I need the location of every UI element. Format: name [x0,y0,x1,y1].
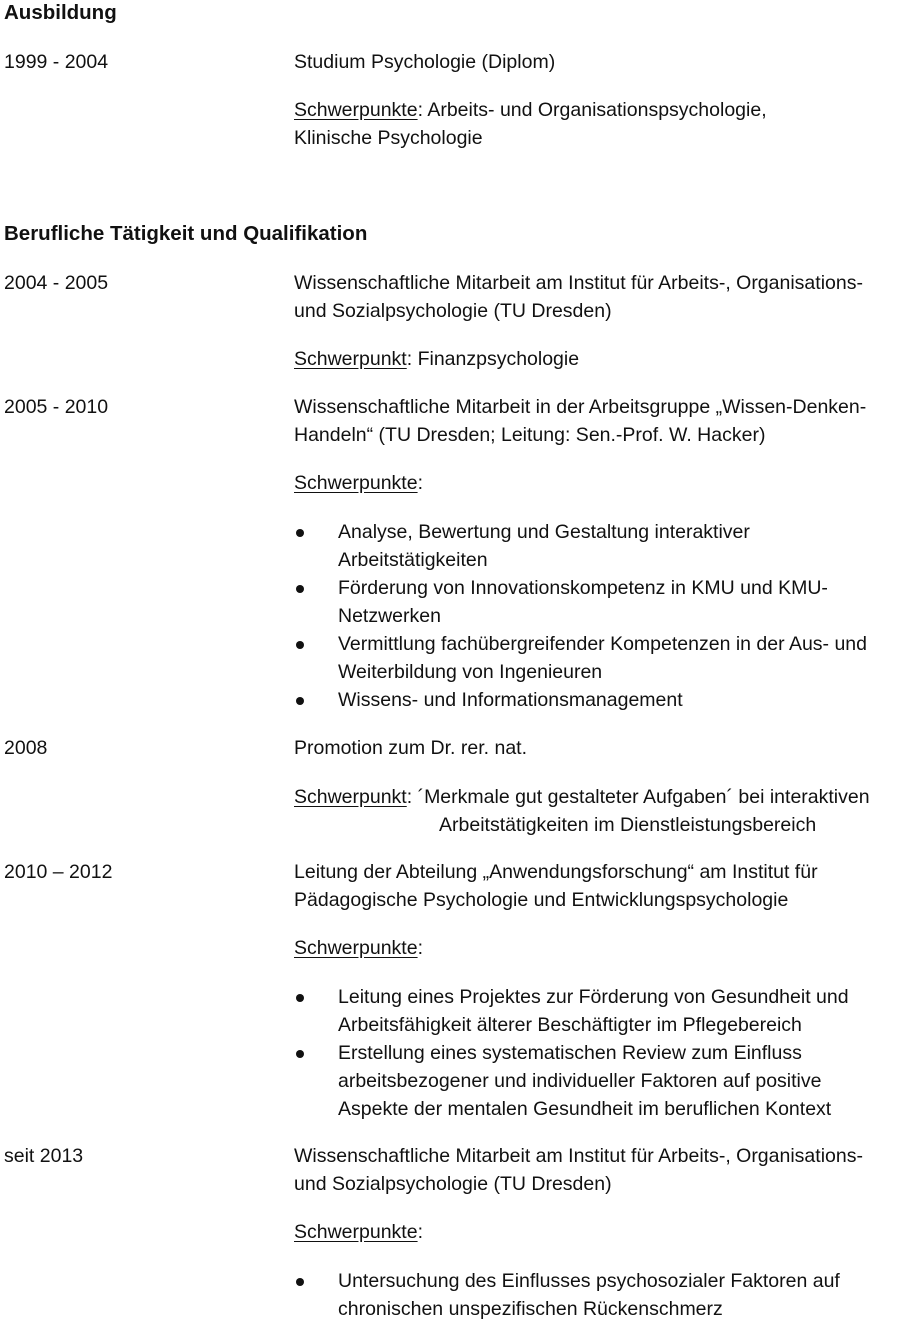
entry-focus-continuation: Klinische Psychologie [294,127,483,149]
list-item-continuation: chronischen unspezifischen Rückenschmerz [338,1298,723,1320]
list-item: Leitung eines Projektes zur Förderung von Gesundheit und [338,986,849,1008]
focus-text: : ´Merkmale gut gestalteter Aufgaben´ bei interaktiven [406,786,870,808]
entry-date: 2005 - 2010 [4,396,109,418]
bullet-icon [294,1267,306,1279]
entry-title-continuation: Handeln“ (TU Dresden; Leitung: Sen.-Prof. W. Hacker) [294,424,766,446]
focus-label: Schwerpunkt [294,786,407,808]
entry-date: seit 2013 [4,1145,84,1167]
entry-title: Studium Psychologie (Diplom) [294,51,556,73]
section-heading-beruf: Berufliche Tätigkeit und Qualifikation [4,222,368,245]
entry-title-continuation: und Sozialpsychologie (TU Dresden) [294,1173,612,1195]
list-item: Wissens- und Informationsmanagement [338,689,683,711]
list-item: Untersuchung des Einflusses psychosozialer Faktoren auf [338,1270,840,1292]
bullet-icon [294,518,306,530]
section-heading-ausbildung: Ausbildung [4,1,117,24]
list-item-continuation: Arbeitstätigkeiten [338,549,488,571]
entry-date: 2004 - 2005 [4,272,109,294]
entry-focus [294,96,767,124]
entry-focus [294,934,423,962]
focus-text: : Arbeits- und Organisationspsychologie, [417,99,767,121]
bullet-icon [294,686,306,698]
bullet-icon [294,630,306,642]
focus-label: Schwerpunkt [294,348,407,370]
focus-label: Schwerpunkte [294,99,418,121]
bullet-icon [294,983,306,995]
entry-date: 2010 – 2012 [4,861,113,883]
entry-focus-continuation: Arbeitstätigkeiten im Dienstleistungsbereich [439,814,817,836]
entry-title: Wissenschaftliche Mitarbeit am Institut für Arbeits-, Organisations- [294,1145,863,1167]
entry-focus [294,345,579,373]
bullet-icon [294,574,306,586]
list-item-continuation: Netzwerken [338,605,441,627]
focus-colon: : [417,1221,423,1243]
entry-focus [294,783,870,811]
entry-title: Leitung der Abteilung „Anwendungsforschung“ am Institut für [294,861,818,883]
focus-colon: : [417,472,423,494]
list-item: Förderung von Innovationskompetenz in KMU und KMU- [338,577,828,599]
entry-title: Wissenschaftliche Mitarbeit in der Arbeitsgruppe „Wissen-Denken- [294,396,867,418]
entry-focus [294,469,423,497]
entry-focus [294,1218,423,1246]
entry-title: Wissenschaftliche Mitarbeit am Institut für Arbeits-, Organisations- [294,272,863,294]
entry-title-continuation: Pädagogische Psychologie und Entwicklungspsychologie [294,889,789,911]
entry-date: 1999 - 2004 [4,51,109,73]
list-item-continuation: Arbeitsfähigkeit älterer Beschäftigter im Pflegebereich [338,1014,802,1036]
focus-label: Schwerpunkte [294,472,418,494]
entry-title-continuation: und Sozialpsychologie (TU Dresden) [294,300,612,322]
list-item-continuation: Weiterbildung von Ingenieuren [338,661,603,683]
list-item: Erstellung eines systematischen Review zum Einfluss [338,1042,802,1064]
entry-title: Promotion zum Dr. rer. nat. [294,737,528,759]
focus-colon: : [417,937,423,959]
bullet-icon [294,1039,306,1051]
list-item: Vermittlung fachübergreifender Kompetenzen in der Aus- und [338,633,867,655]
list-item-continuation: Aspekte der mentalen Gesundheit im beruflichen Kontext [338,1098,832,1120]
list-item-continuation: arbeitsbezogener und individueller Faktoren auf positive [338,1070,822,1092]
list-item: Analyse, Bewertung und Gestaltung interaktiver [338,521,750,543]
focus-text: : Finanzpsychologie [406,348,580,370]
focus-label: Schwerpunkte [294,937,418,959]
focus-label: Schwerpunkte [294,1221,418,1243]
entry-date: 2008 [4,737,48,759]
